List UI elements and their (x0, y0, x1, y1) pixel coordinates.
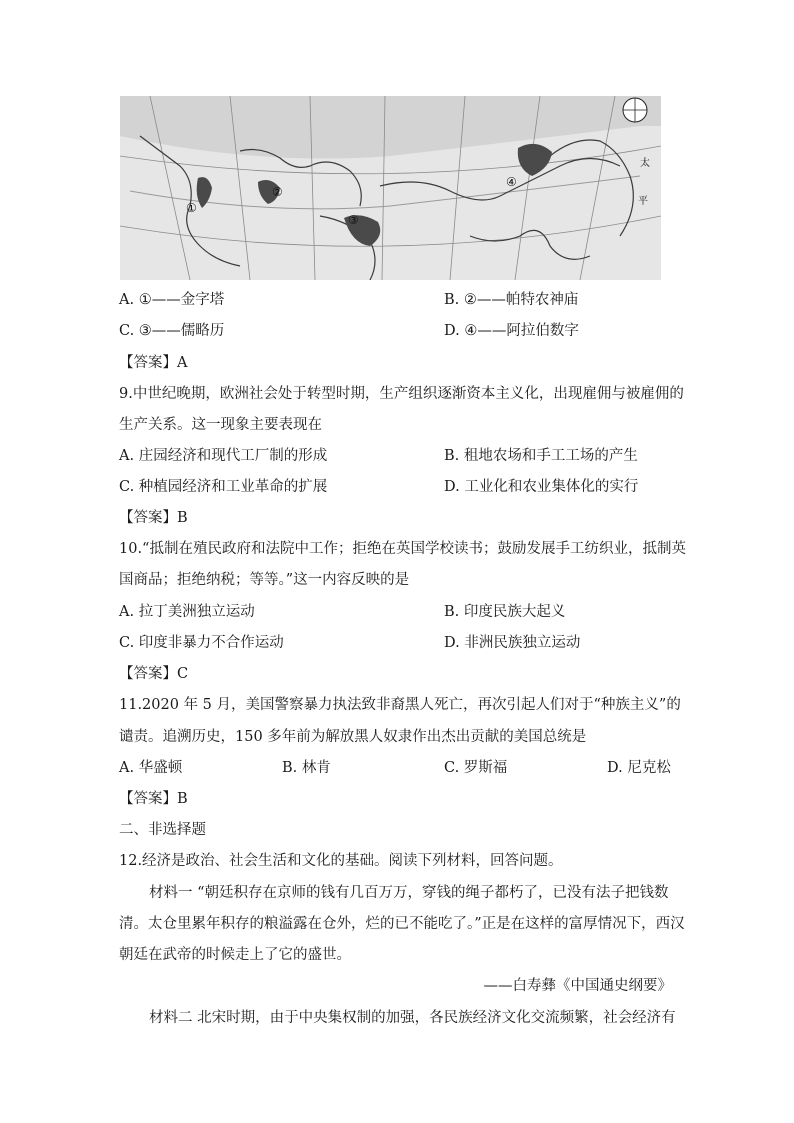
map-marker-2: ② (272, 185, 283, 199)
q12-material2-line1: 材料二 北宋时期，由于中央集权制的加强，各民族经济文化交流频繁，社会经济有 (149, 1010, 676, 1026)
q10-option-a: A. 拉丁美洲独立运动 (119, 604, 255, 620)
map-ocean-label-2: 平 (638, 196, 648, 207)
q9-option-d: D. 工业化和农业集体化的实行 (444, 479, 639, 495)
q10-option-c: C. 印度非暴力不合作运动 (119, 635, 284, 651)
q8-option-d: D. ④——阿拉伯数字 (444, 323, 579, 339)
q10-stem-line2: 国商品；拒绝纳税；等等。”这一内容反映的是 (119, 572, 410, 588)
q9-stem-line2: 生产关系。这一现象主要表现在 (119, 417, 322, 433)
map-marker-4: ④ (506, 175, 517, 189)
q8-option-b: B. ②——帕特农神庙 (444, 292, 579, 308)
q12-material1-line3: 朝廷在武帝的时候走上了它的盛世。 (119, 947, 351, 963)
q9-option-a: A. 庄园经济和现代工厂制的形成 (119, 448, 328, 464)
q12-stem: 12.经济是政治、社会生活和文化的基础。阅读下列材料，回答问题。 (119, 853, 563, 869)
world-map-figure (120, 96, 661, 280)
q11-answer: 【答案】B (119, 791, 188, 807)
q11-option-b: B. 林肯 (282, 760, 331, 776)
map-marker-3: ③ (348, 213, 359, 227)
q11-option-d: D. 尼克松 (607, 760, 671, 776)
globe-inset-icon (623, 98, 647, 122)
q12-material1-line2: 清。太仓里累年积存的粮溢露在仓外，烂的已不能吃了。”正是在这样的富厚情况下，西汉 (119, 916, 685, 932)
q11-stem-line1: 11.2020 年 5 月，美国警察暴力执法致非裔黑人死亡，再次引起人们对于“种族主义”的 (119, 697, 681, 713)
q8-answer: 【答案】A (119, 355, 188, 371)
map-ocean-label-1: 太 (640, 158, 650, 169)
q12-material1-line1: 材料一 “朝廷积存在京师的钱有几百万万，穿钱的绳子都朽了，已没有法子把钱数 (149, 885, 669, 901)
q11-option-a: A. 华盛顿 (119, 760, 183, 776)
map-marker-1: ① (186, 201, 197, 215)
q9-option-c: C. 种植园经济和工业革命的扩展 (119, 479, 328, 495)
q11-stem-line2: 谴责。追溯历史，150 多年前为解放黑人奴隶作出杰出贡献的美国总统是 (119, 729, 587, 745)
q8-option-c: C. ③——儒略历 (119, 323, 225, 339)
q9-answer: 【答案】B (119, 510, 188, 526)
q9-stem-line1: 9.中世纪晚期，欧洲社会处于转型时期，生产组织逐渐资本主义化，出现雇佣与被雇佣的 (119, 386, 684, 402)
q10-option-b: B. 印度民族大起义 (444, 604, 566, 620)
q12-material1-source: ——白寿彝《中国通史纲要》 (483, 978, 672, 994)
q11-option-c: C. 罗斯福 (444, 760, 508, 776)
q9-option-b: B. 租地农场和手工工场的产生 (444, 448, 638, 464)
q10-option-d: D. 非洲民族独立运动 (444, 635, 581, 651)
q10-stem-line1: 10.“抵制在殖民政府和法院中工作；拒绝在英国学校读书；鼓励发展手工纺织业，抵制英 (119, 541, 686, 557)
q8-option-a: A. ①——金字塔 (119, 292, 225, 308)
q10-answer: 【答案】C (119, 666, 189, 682)
section-heading: 二、非选择题 (119, 822, 206, 838)
